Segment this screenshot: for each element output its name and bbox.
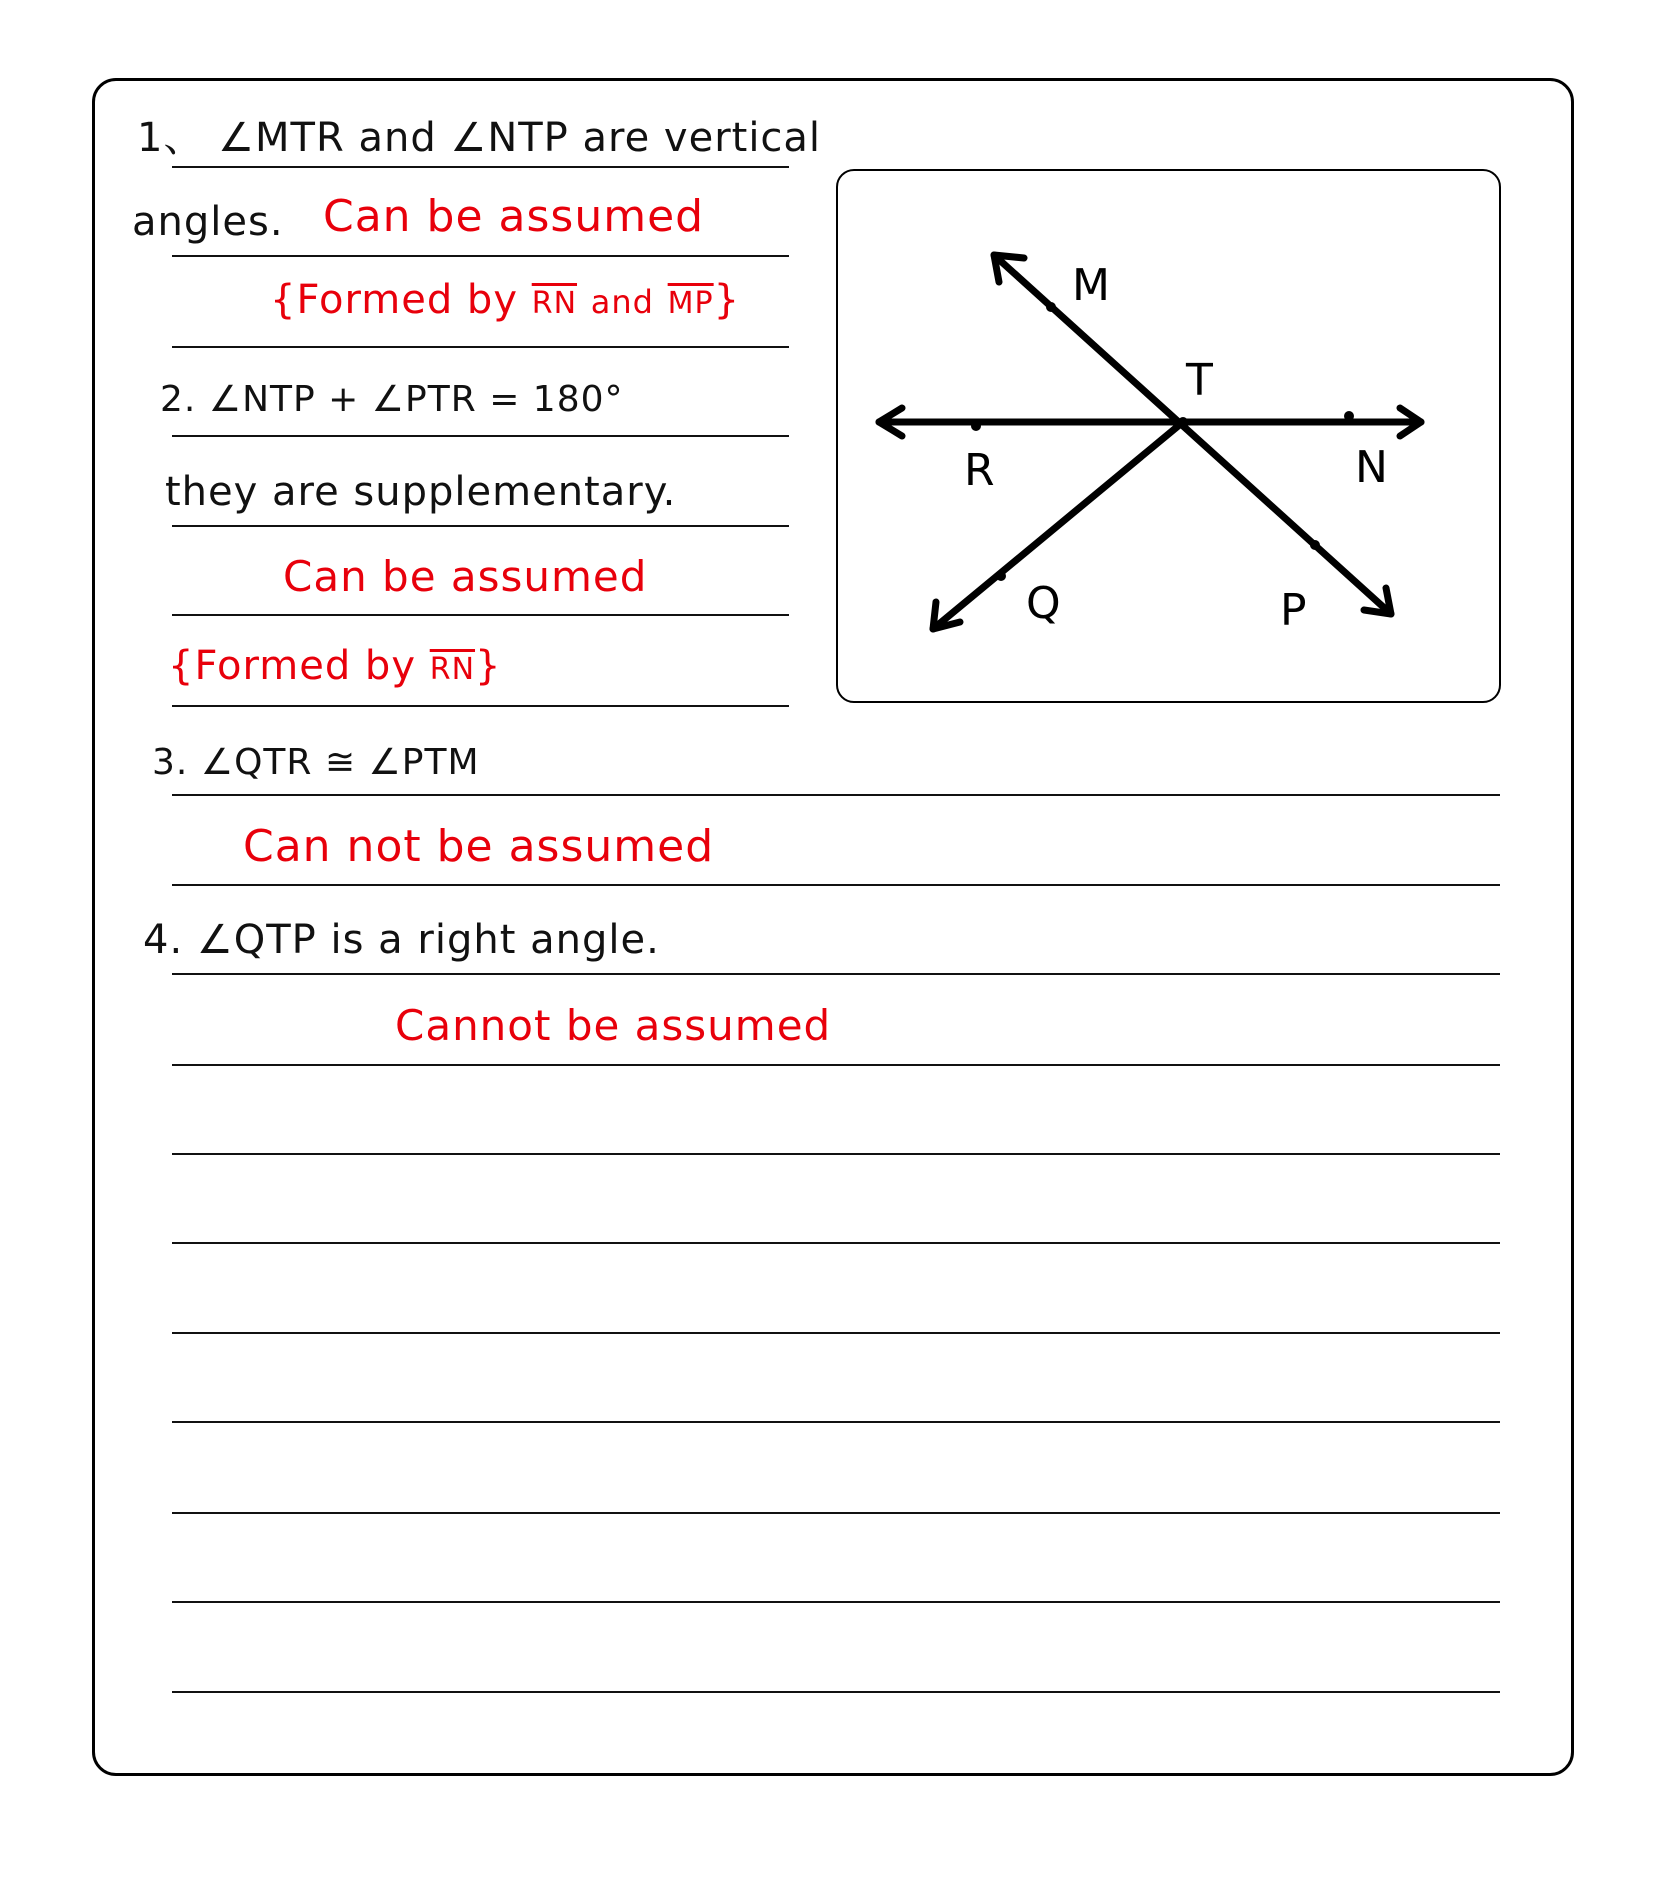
label-n: N [1355, 442, 1388, 493]
point-m [1046, 302, 1056, 312]
label-t: T [1186, 355, 1213, 406]
statement-text: ∠NTP + ∠PTR = 180° [208, 379, 624, 420]
point-p [1310, 540, 1320, 550]
item-2-verdict: Can be assumed [283, 552, 648, 601]
item-2-statement-cont: they are supplementary. [165, 469, 677, 515]
item-1-verdict: Can be assumed [323, 191, 705, 242]
segment-rn: $\overline{RN}$ [531, 286, 578, 321]
label-q: Q [1026, 578, 1061, 629]
statement-text: ∠QTP is a right angle. [196, 917, 660, 963]
point-r [971, 421, 981, 431]
item-number: 4. [143, 917, 184, 963]
reason-text: } [475, 643, 502, 689]
item-4-verdict: Cannot be assumed [395, 1001, 832, 1050]
point-n [1344, 411, 1354, 421]
item-1-statement-cont: angles. [132, 199, 284, 245]
item-3-verdict: Can not be assumed [243, 821, 715, 872]
statement-text: ∠QTR ≅ ∠PTM [200, 742, 480, 783]
point-t [1178, 417, 1188, 427]
segment-mp: $\overline{MP}$ [667, 286, 714, 321]
label-m: M [1072, 260, 1110, 311]
label-p: P [1280, 585, 1307, 636]
reason-text: {Formed by [270, 277, 518, 323]
item-number: 3. [152, 742, 189, 783]
statement-text: ∠MTR and ∠NTP are vertical [218, 115, 822, 161]
item-number: 2. [160, 379, 197, 420]
reason-text: } [713, 277, 741, 323]
reason-text: {Formed by [168, 643, 416, 689]
point-q [996, 571, 1006, 581]
segment-rn: $\overline{RN}$ [429, 652, 476, 687]
item-number: 1、 [137, 115, 205, 161]
reason-text: and [590, 283, 654, 321]
label-r: R [964, 445, 995, 496]
